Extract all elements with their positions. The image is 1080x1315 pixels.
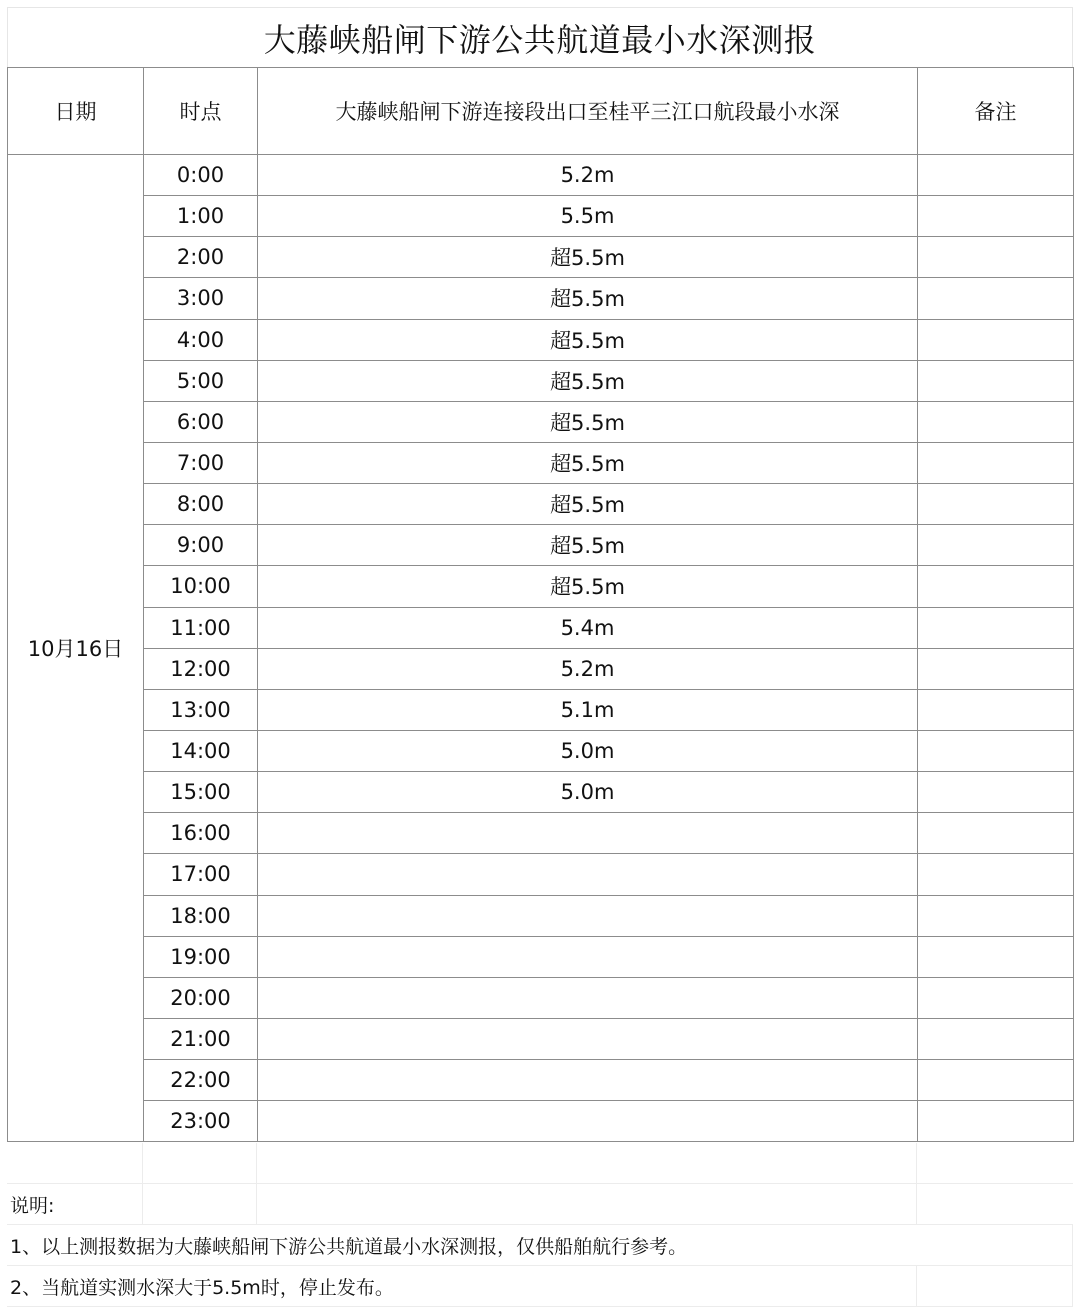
table-row (8, 1101, 1074, 1142)
depth-cell: 5.1m (258, 689, 918, 730)
note-item-text: 2、当航道实测水深大于5.5m时，停止发布。 (10, 1276, 394, 1299)
table-row (8, 278, 1074, 319)
remark-cell (918, 278, 1074, 319)
remark-cell (918, 936, 1074, 977)
time-cell: 18:00 (144, 895, 258, 936)
time-cell: 0:00 (144, 155, 258, 196)
header-date: 日期 (8, 68, 144, 155)
time-cell: 11:00 (144, 607, 258, 648)
remark-cell (918, 1018, 1074, 1059)
depth-cell (258, 977, 918, 1018)
remark-cell (918, 442, 1074, 483)
remark-cell (918, 484, 1074, 525)
remark-cell (918, 607, 1074, 648)
notes-heading (7, 1184, 1073, 1225)
time-cell: 8:00 (144, 484, 258, 525)
table-row (8, 1060, 1074, 1101)
time-cell: 23:00 (144, 1101, 258, 1142)
header-remark: 备注 (918, 68, 1074, 155)
table-row (8, 401, 1074, 442)
remark-cell (918, 772, 1074, 813)
time-cell: 7:00 (144, 442, 258, 483)
table-row (8, 689, 1074, 730)
time-cell: 12:00 (144, 648, 258, 689)
time-cell: 6:00 (144, 401, 258, 442)
time-cell: 17:00 (144, 854, 258, 895)
depth-cell: 超5.5m (258, 525, 918, 566)
time-cell: 13:00 (144, 689, 258, 730)
remark-cell (918, 566, 1074, 607)
remark-cell (918, 1060, 1074, 1101)
header-depth: 大藤峡船闸下游连接段出口至桂平三江口航段最小水深 (258, 68, 918, 155)
table-row (8, 196, 1074, 237)
table-row (8, 525, 1074, 566)
time-cell: 21:00 (144, 1018, 258, 1059)
depth-cell: 超5.5m (258, 237, 918, 278)
table-row (8, 977, 1074, 1018)
time-cell: 15:00 (144, 772, 258, 813)
time-cell: 3:00 (144, 278, 258, 319)
table-row (8, 607, 1074, 648)
remark-cell (918, 730, 1074, 771)
remark-cell (918, 895, 1074, 936)
header-row (8, 68, 1074, 155)
remark-cell (918, 648, 1074, 689)
remark-cell (918, 525, 1074, 566)
table-row (8, 237, 1074, 278)
table-row (8, 648, 1074, 689)
depth-cell (258, 1060, 918, 1101)
depth-cell (258, 813, 918, 854)
depth-cell (258, 936, 918, 977)
header-time: 时点 (144, 68, 258, 155)
depth-cell (258, 854, 918, 895)
time-cell: 22:00 (144, 1060, 258, 1101)
time-cell: 16:00 (144, 813, 258, 854)
depth-cell: 超5.5m (258, 401, 918, 442)
date-cell: 10月16日 (8, 155, 144, 1142)
table-row (8, 484, 1074, 525)
remark-cell (918, 155, 1074, 196)
depth-cell (258, 1101, 918, 1142)
notes-spacer (7, 1143, 1073, 1184)
table-row (8, 566, 1074, 607)
time-cell: 4:00 (144, 319, 258, 360)
depth-cell: 超5.5m (258, 278, 918, 319)
notes-section (7, 1143, 1073, 1307)
depth-table (7, 67, 1074, 1142)
depth-cell (258, 1018, 918, 1059)
table-row (8, 319, 1074, 360)
table-row (8, 442, 1074, 483)
report-title: 大藤峡船闸下游公共航道最小水深测报 (7, 7, 1073, 67)
time-cell: 5:00 (144, 360, 258, 401)
table-row (8, 895, 1074, 936)
remark-cell (918, 319, 1074, 360)
depth-cell: 超5.5m (258, 442, 918, 483)
time-cell: 1:00 (144, 196, 258, 237)
table-row (8, 1018, 1074, 1059)
depth-cell: 5.2m (258, 155, 918, 196)
remark-cell (918, 813, 1074, 854)
remark-cell (918, 196, 1074, 237)
table-row (8, 772, 1074, 813)
remark-cell (918, 977, 1074, 1018)
depth-cell: 超5.5m (258, 484, 918, 525)
remark-cell (918, 854, 1074, 895)
table-row (8, 854, 1074, 895)
table-row (8, 936, 1074, 977)
depth-cell: 5.0m (258, 730, 918, 771)
time-cell: 10:00 (144, 566, 258, 607)
table-row (8, 813, 1074, 854)
remark-cell (918, 689, 1074, 730)
table-row (8, 155, 1074, 196)
remark-cell (918, 401, 1074, 442)
time-cell: 19:00 (144, 936, 258, 977)
depth-cell: 超5.5m (258, 319, 918, 360)
table-body (8, 155, 1074, 1142)
depth-cell: 5.4m (258, 607, 918, 648)
depth-cell: 5.2m (258, 648, 918, 689)
depth-cell: 超5.5m (258, 566, 918, 607)
table-row (8, 360, 1074, 401)
time-cell: 20:00 (144, 977, 258, 1018)
time-cell: 2:00 (144, 237, 258, 278)
depth-cell (258, 895, 918, 936)
depth-cell: 5.5m (258, 196, 918, 237)
note-item (7, 1225, 1073, 1266)
remark-cell (918, 237, 1074, 278)
depth-cell: 5.0m (258, 772, 918, 813)
table-row (8, 730, 1074, 771)
notes-heading-text: 说明: (10, 1194, 55, 1217)
time-cell: 9:00 (144, 525, 258, 566)
remark-cell (918, 360, 1074, 401)
note-item (7, 1266, 1073, 1307)
depth-cell: 超5.5m (258, 360, 918, 401)
remark-cell (918, 1101, 1074, 1142)
note-item-text: 1、以上测报数据为大藤峡船闸下游公共航道最小水深测报，仅供船舶航行参考。 (10, 1235, 688, 1258)
time-cell: 14:00 (144, 730, 258, 771)
